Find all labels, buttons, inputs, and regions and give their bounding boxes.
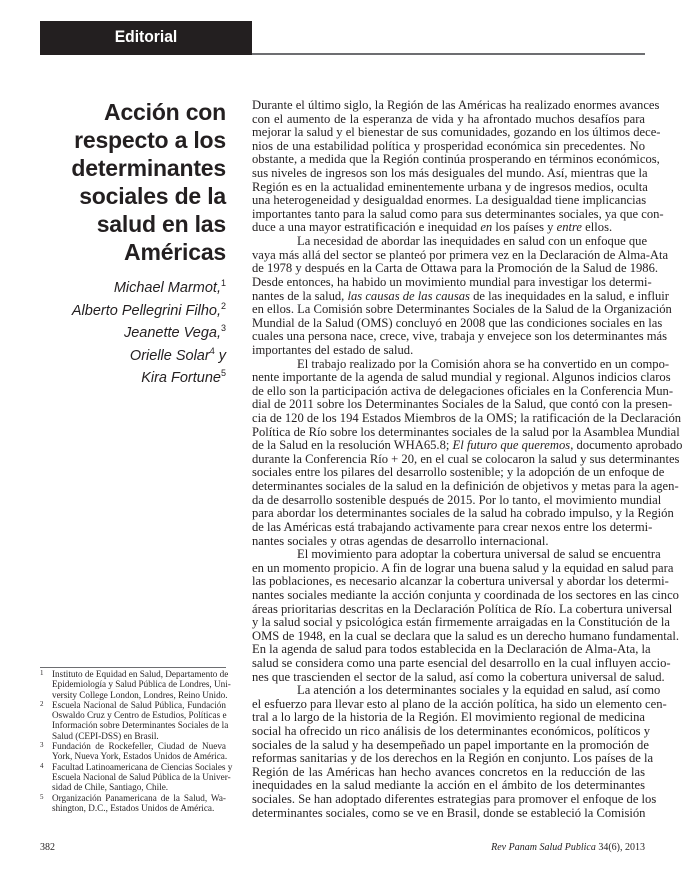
- body-text-line: vaya más allá del sector se planteó por primera vez en la Declaración de Alma-Ata: [252, 247, 669, 262]
- body-text-line: social ha ofrecido un rico análisis de los determinantes económicos, políticos y: [252, 724, 650, 739]
- affiliation-marker: 5: [220, 368, 226, 378]
- body-text-line: determinantes sociales, como se ve en Brasil, donde se estableció la Comisión: [252, 805, 646, 820]
- author: [40, 343, 226, 366]
- footnote-text-line: Fundación de Rockefeller, Ciudad de Nueva: [52, 741, 226, 752]
- author-name: Alberto Pellegrini Filho,: [71, 302, 221, 319]
- footnote-text-line: versity College London, Londres, Reino Unido.: [52, 689, 228, 700]
- footnote-text-line: Facultad Latinoamericana de Ciencias Sociales y: [52, 761, 233, 772]
- body-text-line: Desde entonces, ha habido un movimiento mundial para investigar los determi-: [252, 274, 652, 289]
- footnote-text-line: Oswaldo Cruz y Centro de Estudios, Políticas e: [52, 710, 227, 721]
- title-line: Américas: [124, 239, 226, 265]
- author: [40, 298, 226, 321]
- body-text-line: obstante, a medida que la Región continúa prosperando en términos económicos,: [252, 152, 660, 167]
- body-text-line: de la Salud en la resolución WHA65.8; El futuro que queremos, documento aprobado: [252, 438, 683, 453]
- body-text-line: nantes sociales y otras agendas de desarrollo internacional.: [252, 533, 549, 548]
- body-text-line: El trabajo realizado por la Comisión ahora se ha convertido en un compo-: [297, 356, 670, 371]
- author-name: Michael Marmot,: [113, 280, 221, 296]
- author: [40, 320, 226, 343]
- footnote-number: 4: [40, 761, 44, 770]
- body-text-line: cuales una persona nace, crece, vive, trabaja y envejece son los determinantes más: [252, 329, 668, 344]
- author: [40, 275, 226, 298]
- title-line: sociales de la: [79, 183, 226, 209]
- journal-issue: 34(6), 2013: [595, 842, 645, 853]
- body-text-line: nios de una estabilidad política y prosperidad económica sin precedentes. No: [252, 138, 645, 153]
- author-name: Jeanette Vega,: [123, 325, 221, 341]
- body-text-line: de 1978 y después en la Carta de Ottawa para la Promoción de la Salud de 1986.: [252, 261, 659, 276]
- footnote-text-line: Instituto de Equidad en Salud, Departamento de: [52, 669, 229, 679]
- body-text-line: durante la Conferencia Río + 20, en el cual se colocaron la salud y sus determinantes: [252, 451, 680, 466]
- affiliation-marker: 4: [209, 345, 215, 356]
- body-text-line: nes que trascienden el sector de la salud, así como la cobertura universal de salud.: [252, 669, 665, 684]
- affiliation-marker: 3: [220, 323, 226, 333]
- footnote-rule: [40, 667, 226, 668]
- section-header-bar: [40, 21, 252, 55]
- footnote-text-line: Escuela Nacional de Salud Pública, Fundación: [52, 699, 226, 710]
- body-text-line: En la agenda de salud para todos establecida en la Declaración de Alma-Ata, la: [252, 642, 651, 657]
- title-line: respecto a los: [74, 127, 226, 153]
- body-text-line: La atención a los determinantes sociales y la equidad en salud, así como: [297, 683, 661, 698]
- footnote: [40, 741, 226, 762]
- footnote-text-line: Escuela Nacional de Salud Pública de la Univer-: [52, 771, 231, 782]
- body-text-line: duce a una mayor estratificación e inequidad en los países y entre ellos.: [252, 220, 613, 235]
- footnote-text-line: York, Nueva York, Estados Unidos de América.: [52, 751, 228, 762]
- footnote: [40, 699, 229, 741]
- author-name: Kira Fortune: [141, 370, 221, 386]
- journal-name: Rev Panam Salud Publica: [491, 842, 596, 853]
- footnote-text-line: Organización Panamericana de la Salud, Wa-: [52, 792, 226, 803]
- footnote-number: 3: [40, 741, 44, 750]
- author-conjunction: y: [214, 347, 226, 364]
- author-list: [40, 275, 226, 388]
- body-text-line: las poblaciones, es necesario alcanzar la cobertura universal y abordar los determi-: [252, 574, 669, 589]
- footnote-text-line: Información sobre Determinantes Sociales de la: [52, 720, 229, 731]
- author-name: Orielle Solar: [129, 347, 210, 364]
- footnote-text-line: shington, D.C., Estados Unidos de América.: [52, 802, 215, 813]
- body-text-line: Región de las Américas han hecho avances concretos en la reducción de las: [252, 764, 645, 779]
- body-text-line: tral a lo largo de la historia de la Región. El movimiento regional de medicina: [252, 710, 645, 725]
- affiliation-marker: 2: [220, 300, 226, 311]
- body-text-line: nente importante de la agenda de salud mundial y regional. Algunos indicios claros: [252, 370, 671, 385]
- body-text-line: con el aumento de la esperanza de vida y ha afrontado muchos desafíos para: [252, 111, 645, 126]
- body-text-line: para abordar los determinantes sociales de la salud ha cobrado impulso, y la Región: [252, 506, 674, 521]
- title-line: determinantes: [71, 155, 226, 181]
- body-text-line: inequidades en la salud mediante la acción en el ámbito de los determinantes: [252, 778, 645, 793]
- footnote-number: 2: [40, 699, 44, 708]
- body-text-line: salud se considera como una parte esencial del desarrollo en la cual influyen accio-: [252, 655, 671, 670]
- author: [40, 365, 226, 388]
- section-label: Editorial: [114, 27, 178, 46]
- body-text-line: en un momento propicio. A fin de lograr una buena salud y la equidad en salud para: [252, 560, 674, 575]
- body-text-line: una heterogeneidad y desigualdad enormes. La desigualdad tiene implicancias: [252, 193, 647, 208]
- body-text-line: áreas prioritarias descritas en la Declaración Política de Río. La cobertura universal: [252, 601, 673, 616]
- header-rule: [252, 53, 645, 55]
- body-text-line: sociales entre los pilares del desarrollo sostenible; y la adopción de un enfoque de: [252, 465, 665, 480]
- body-text-line: importantes tanto para la salud como para sus determinantes sociales, ya que con-: [252, 206, 664, 221]
- body-text-line: da de desarrollo sostenible después de 2015. Por lo tanto, el movimiento mundial: [252, 492, 662, 507]
- body-text-line: Región es en la actualidad eminentemente urbana y de ingresos medios, oculta: [252, 179, 648, 194]
- body-text-line: en ellos. La Comisión sobre Determinantes Sociales de la Salud de la Organización: [252, 302, 672, 317]
- body-text-line: importantes del estado de salud.: [252, 342, 414, 357]
- body-text-line: reformas sanitarias y de los derechos en la Región en conjunto. Los países de la: [252, 751, 654, 766]
- body-text-line: Mundial de la Salud (OMS) concluyó en 2008 que las condiciones sociales en las: [252, 315, 663, 330]
- footnote: [40, 669, 231, 700]
- body-text-line: determinantes sociales de la salud en la definición de objetivos y metas para la agen-: [252, 479, 679, 494]
- body-text-line: y la salud social y psicológica están firmemente arraigadas en la Constitución de la: [252, 615, 670, 630]
- footnote-number: 1: [40, 669, 44, 677]
- footnote: [40, 761, 233, 793]
- body-text-line: dial de 2011 sobre los Determinantes Sociales de la Salud, que contó con la presen-: [252, 397, 673, 412]
- article-body: [252, 98, 683, 820]
- title-line: Acción con: [104, 99, 226, 125]
- footnote: [40, 793, 226, 814]
- affiliation-footnotes: [40, 669, 233, 813]
- body-text-line: mejorar la salud y el bienestar de sus comunidades, gozando en los últimos dece-: [252, 125, 661, 140]
- body-text-line: OMS de 1948, en la cual se declara que la salud es un derecho humano fundamental.: [252, 628, 679, 643]
- body-text-line: el esfuerzo para llevar esto al plano de la acción política, ha sido un elemento cen-: [252, 696, 667, 711]
- affiliation-marker: 1: [220, 278, 226, 288]
- body-text-line: El movimiento para adoptar la cobertura universal de salud se encuentra: [297, 547, 661, 562]
- title-line: salud en las: [96, 211, 226, 237]
- body-text-line: de las Américas está trabajando activamente para crear nexos entre los determi-: [252, 519, 653, 534]
- body-text-line: cia de 120 de los 194 Estados Miembros de la OMS; la ratificación de la Declaración: [252, 411, 682, 426]
- body-text-line: sociales de la salud y ha desempeñado un papel importante en la promoción de: [252, 737, 649, 752]
- article-title: [40, 98, 226, 266]
- page-number: 382: [40, 842, 55, 853]
- footnote-text-line: sidad de Chile, Santiago, Chile.: [52, 782, 169, 793]
- footnote-number: 5: [40, 792, 44, 801]
- body-text-line: sociales. Se han adoptado diferentes estrategias para promover el enfoque de los: [252, 792, 657, 807]
- body-text-line: nantes de la salud, las causas de las causas de las inequidades en la salud, e influir: [252, 288, 669, 303]
- body-text-line: nantes sociales mediante la acción conjunta y coordinada de los sectores en las cinco: [252, 587, 679, 602]
- footnote-text-line: Epidemiología y Salud Pública de Londres, Uni-: [52, 679, 231, 690]
- body-text-line: Durante el último siglo, la Región de las Américas ha realizado enormes avances: [252, 98, 660, 112]
- body-text-line: sus niveles de ingresos son los más desiguales del mundo. Así, mientras que la: [252, 166, 648, 181]
- body-text-line: Política de Río sobre los determinantes sociales de la salud por la Asamblea Mundial: [252, 424, 680, 439]
- body-text-line: de ello son la participación activa de delegaciones oficiales en la Conferencia Mun-: [252, 383, 674, 398]
- journal-reference: [491, 842, 645, 853]
- footnote-text-line: Salud (CEPI-DSS) en Brasil.: [52, 730, 159, 741]
- body-text-line: La necesidad de abordar las inequidades en salud con un enfoque que: [297, 234, 648, 249]
